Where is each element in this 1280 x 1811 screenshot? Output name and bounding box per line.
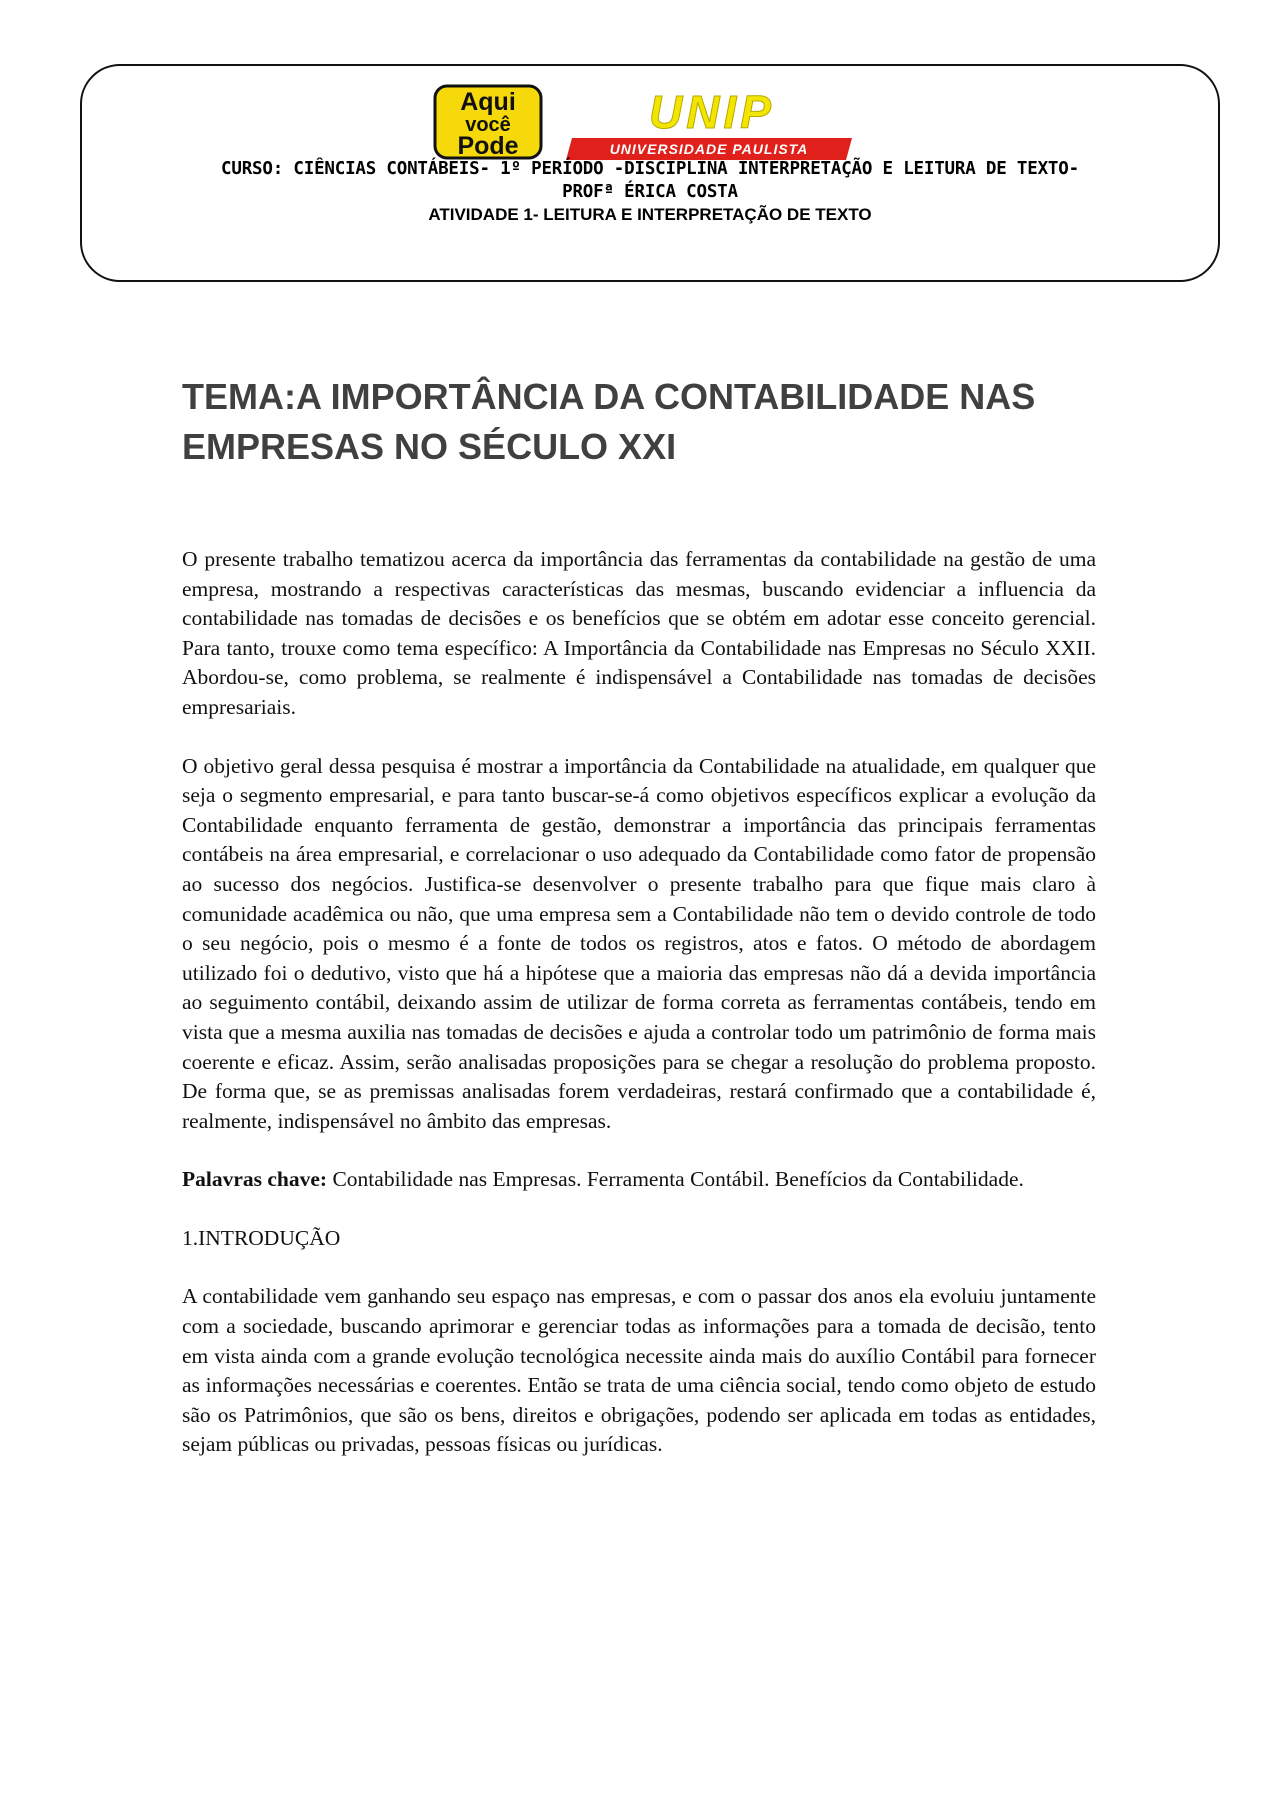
keywords-text: Contabilidade nas Empresas. Ferramenta Contábil. Benefícios da Contabilidade. xyxy=(332,1167,1024,1192)
title-line-2: EMPRESAS NO SÉCULO XXI xyxy=(182,426,677,467)
paragraph-introduction: A contabilidade vem ganhando seu espaço nas empresas, e com o passar dos anos ela evoluiu juntamente com a sociedade, buscando aprimorar e gerenciar todas as informações para a tomada de decisão, tento em vista ainda com a grande evolução tecnológica necessite ainda mais do auxílio Contábil para fornecer as informações necessárias e coerentes. Então se trata de uma ciência social, tendo como objeto de estudo são os Patrimônios, que são os bens, direitos e obrigações, podendo ser aplicada em todas as entidades, sejam públicas ou privadas, pessoas físicas ou jurídicas. xyxy=(182,1284,1096,1457)
section-heading-introduction: 1.INTRODUÇÃO xyxy=(182,1225,341,1250)
unip-wordmark: UNIP xyxy=(649,88,775,138)
activity-line: ATIVIDADE 1- LEITURA E INTERPRETAÇÃO DE TEXTO xyxy=(428,205,872,224)
paragraph-objective: O objetivo geral dessa pesquisa é mostrar a importância da Contabilidade na atualidade, em qualquer que seja o segmento empresarial, e para tanto buscar-se-á como objetivos específicos explicar a evolução da Contabilidade enquanto ferramenta de gestão, demonstrar a importância das principais ferramentas contábeis na área empresarial, e correlacionar o uso adequado da Contabilidade como fator de propensão ao sucesso dos negócios. Justifica-se desenvolver o presente trabalho para que fique mais claro à comunidade acadêmica ou não, que uma empresa sem a Contabilidade não tem o devido controle de todo o seu negócio, pois o mesmo é a fonte de todos os registros, atos e fatos. O método de abordagem utilizado foi o dedutivo, visto que há a hipótese que a maioria das empresas não dá a devida importância ao seguimento contábil, deixando assim de utilizar de forma correta as ferramentas contábeis, tendo em vista que a mesma auxilia nas tomadas de decisões e ajuda a controlar todo um patrimônio de forma mais coerente e eficaz. Assim, serão analisadas proposições para se chegar a resolução do problema proposto. De forma que, se as premissas analisadas forem verdadeiras, restará confirmado que a contabilidade é, realmente, indispensável no âmbito das empresas. xyxy=(182,753,1096,1133)
course-line: CURSO: CIÊNCIAS CONTÁBEIS- 1º PERÍODO -DISCIPLINA INTERPRETAÇÃO E LEITURA DE TEXTO- xyxy=(221,159,1079,179)
aqui-voce-pode-logo xyxy=(432,84,544,160)
keywords-label: Palavras chave: xyxy=(182,1167,328,1192)
header-box xyxy=(80,64,1220,282)
logo-aqui-line1: Aqui xyxy=(460,88,516,116)
logos xyxy=(432,84,872,164)
document-body xyxy=(182,545,1096,1489)
keywords xyxy=(182,1165,1096,1195)
header-text xyxy=(82,158,1218,226)
unip-subtitle: UNIVERSIDADE PAULISTA xyxy=(609,141,809,157)
title-line-1: TEMA:A IMPORTÂNCIA DA CONTABILIDADE NAS xyxy=(182,376,1036,417)
paragraph-abstract: O presente trabalho tematizou acerca da importância das ferramentas da contabilidade na gestão de uma empresa, mostrando a respectivas características das mesmas, buscando evidenciar a influencia da contabilidade nas tomadas de decisões e os benefícios que se obtém em adotar esse conceito gerencial. Para tanto, trouxe como tema específico: A Importância da Contabilidade nas Empresas no Século XXII. Abordou-se, como problema, se realmente é indispensável a Contabilidade nas tomadas de decisões empresariais. xyxy=(182,547,1096,719)
unip-logo xyxy=(552,88,872,162)
page-title xyxy=(182,372,1122,472)
logo-aqui-line2: você xyxy=(465,114,511,136)
logo-aqui-line3: Pode xyxy=(457,132,519,160)
teacher-line: PROFª ÉRICA COSTA xyxy=(562,182,738,202)
